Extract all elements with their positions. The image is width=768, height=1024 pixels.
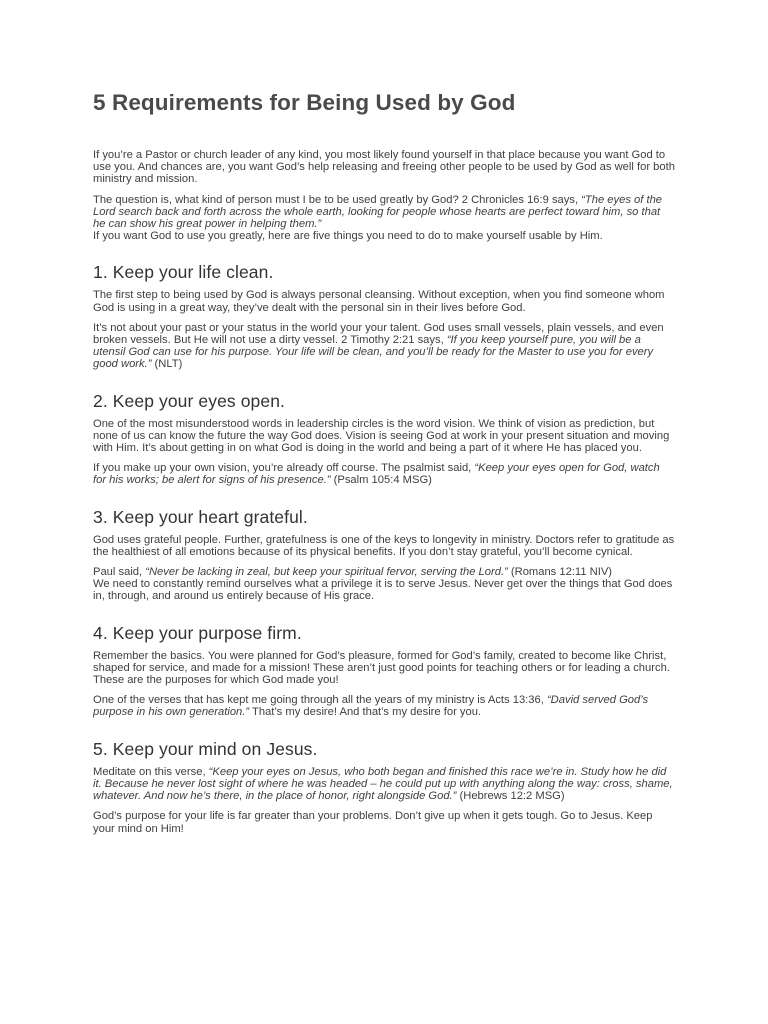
- section-heading: 2. Keep your eyes open.: [93, 390, 286, 411]
- intro-text-line2: If you want God to use you greatly, here are five things you need to do to make yourself usable by Him.: [93, 230, 603, 243]
- section-heading: 1. Keep your life clean.: [93, 262, 274, 283]
- paragraph-text: If you make up your own vision, you’re already off course. The psalmist said,: [93, 462, 475, 475]
- scripture-reference: (Hebrews 12:2 MSG): [456, 790, 565, 803]
- section-paragraph: The first step to being used by God is always personal cleansing. Without exception, when you find someone whom God is using in a great way, they’ve dealt with the personal sin in their lives before God.: [93, 289, 665, 314]
- document-page: [93, 88, 675, 835]
- intro-paragraph-1: If you’re a Pastor or church leader of any kind, you most likely found yourself in that place because you want God to use you. And chances are, you want God’s help releasing and freeing other people to be used by God as well for both ministry and mission.: [93, 149, 675, 186]
- intro-quote: “The eyes of the Lord search back and forth across the whole earth, looking for people whose hearts are perfect toward him, so that he can show his great power in helping them.”: [93, 193, 663, 231]
- paragraph-text: One of the verses that has kept me going through all the years of my ministry is Acts 13:36,: [93, 694, 547, 707]
- scripture-quote: “David served God’s purpose in his own generation.”: [93, 694, 649, 719]
- scripture-quote: “Keep your eyes on Jesus, who both began and finished this race we’re in. Study how he did it. Because he never lost sight of where he was headed – he could put up with anything along the way: cross, shame, whatever. And now he’s there, in the place of honor, right alongside God.”: [93, 765, 673, 803]
- section-3: [93, 506, 675, 603]
- section-paragraph: God’s purpose for your life is far greater than your problems. Don’t give up when it gets tough. Go to Jesus. Keep your mind on Him!: [93, 810, 653, 835]
- scripture-quote: “If you keep yourself pure, you will be a utensil God can use for his purpose. Your life will be clean, and you’ll be ready for the Master to use you for every good work.”: [93, 334, 654, 371]
- section-paragraph: God uses grateful people. Further, gratefulness is one of the keys to longevity in ministry. Doctors refer to gratitude as the healthiest of all emotions because of its physical benefits. If you don’t stay grateful, you’ll become cynical.: [93, 533, 675, 558]
- page-title: 5 Requirements for Being Used by God: [93, 90, 516, 115]
- scripture-reference: (Romans 12:11 NIV): [507, 566, 613, 579]
- scripture-quote: “Keep your eyes open for God, watch for his works; be alert for signs of his presence.”: [93, 462, 660, 487]
- section-paragraph: [93, 766, 675, 803]
- section-heading: 5. Keep your mind on Jesus.: [93, 738, 318, 759]
- section-1: [93, 261, 675, 370]
- paragraph-text-line2: We need to constantly remind ourselves what a privilege it is to serve Jesus. Never get over the things that God does in, through, and around us entirely because of His grace.: [93, 578, 673, 603]
- section-2: [93, 390, 675, 487]
- intro-paragraph-2: [93, 194, 675, 243]
- section-paragraph: [93, 694, 675, 718]
- section-heading: 3. Keep your heart grateful.: [93, 506, 308, 527]
- paragraph-text: Meditate on this verse,: [93, 765, 209, 778]
- paragraph-text: It’s not about your past or your status in the world your your talent. God uses small vessels, plain vessels, and even broken vessels. But He will not use a dirty vessel. 2 Timothy 2:21 says,: [93, 321, 664, 347]
- section-paragraph: [93, 566, 675, 603]
- section-paragraph: One of the most misunderstood words in leadership circles is the word vision. We think of vision as prediction, but none of us can know the future the way God does. Vision is seeing God at work in your present situation and moving with Him. It’s about getting in on what God is doing in the world and being a part of it where He has placed you.: [93, 417, 670, 455]
- section-paragraph: [93, 462, 675, 486]
- intro-text: The question is, what kind of person must I be to be used greatly by God? 2 Chronicles 16:9 says,: [93, 193, 582, 206]
- scripture-reference: That’s my desire! And that’s my desire for you.: [249, 706, 482, 719]
- section-paragraph: Remember the basics. You were planned for God’s pleasure, formed for God’s family, created to become like Christ, shaped for service, and made for a mission! These aren’t just good points for teaching others or for leading a church. These are the purposes for which God made you!: [93, 649, 670, 687]
- section-paragraph: [93, 322, 675, 371]
- section-5: [93, 738, 675, 835]
- scripture-quote: “Never be lacking in zeal, but keep your spiritual fervor, serving the Lord.”: [145, 566, 508, 579]
- paragraph-text: Paul said,: [93, 566, 146, 579]
- section-4: [93, 622, 675, 719]
- section-heading: 4. Keep your purpose firm.: [93, 622, 302, 643]
- scripture-reference: (NLT): [151, 358, 183, 371]
- scripture-reference: (Psalm 105:4 MSG): [330, 474, 432, 487]
